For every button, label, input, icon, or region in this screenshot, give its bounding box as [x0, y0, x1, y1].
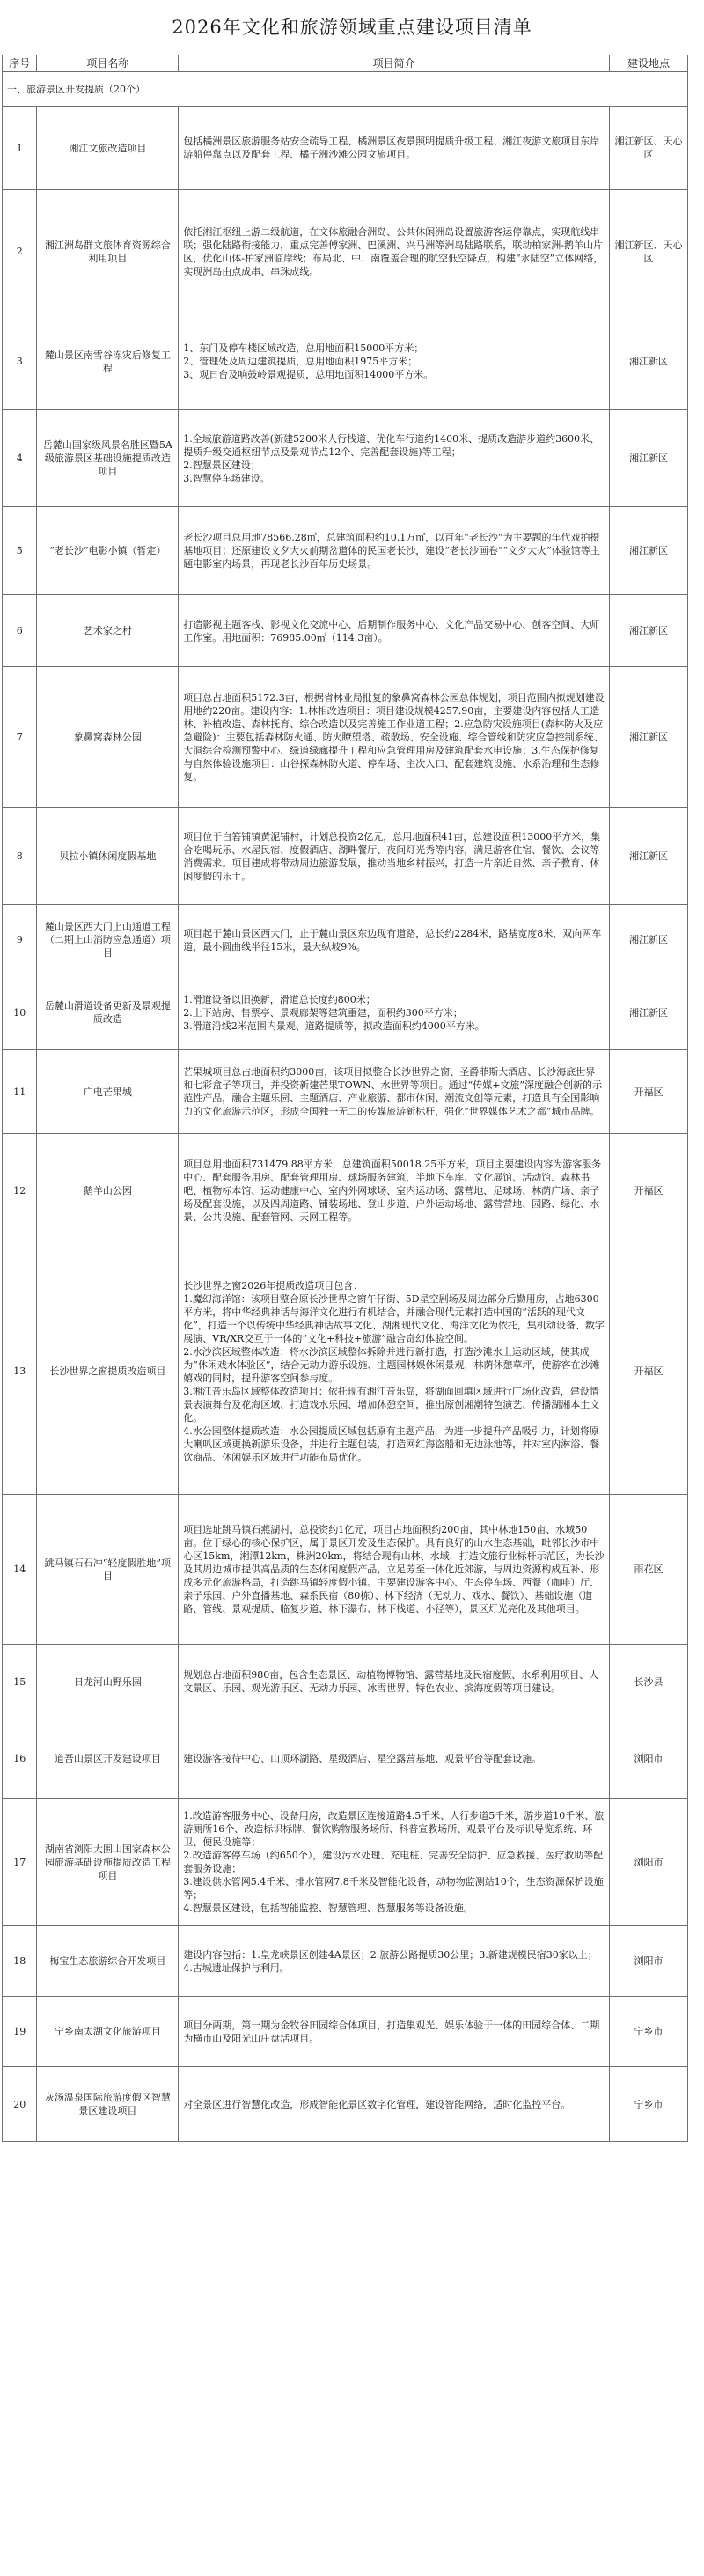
description-line: 3.滑道沿线2米范围内景观、道路提质等，拟改造面积约4000平方米。 — [183, 1019, 485, 1032]
table-row — [3, 1719, 688, 1799]
table-row — [3, 905, 688, 975]
project-name: 艺术家之村 — [37, 595, 179, 667]
project-description — [179, 107, 610, 190]
project-description — [179, 1134, 610, 1248]
project-location: 湘江新区 — [609, 507, 687, 595]
project-description — [179, 595, 610, 667]
project-description — [179, 1997, 610, 2067]
description-line: 芒果城项目总占地面积约3000亩，该项目拟整合长沙世界之窗、圣爵菲斯大酒店、长沙海底世界和七彩盒子等项目，并投资新建芒果TOWN、水世界等项目。通过“传媒+文旅”深度融合创新的示范性产品，融合主题乐园、主题酒店、产业旅游、都市休闲、潮流文创等元素，打造具有全国影响力的文化旅游示范区，形成全国独一无二的传媒旅游新标杆，强化“世界媒体艺术之都”城市品牌。 — [183, 1066, 603, 1117]
description-line: 4.水公园整体提质改造：水公园提质区域包括原有主题产品，为进一步提升产品吸引力，计划将原大喇叭区域更换新游乐设备，并进行主题包装，打造网红海盗船和无边泳池等，并对室内淋浴、餐饮商品、休闲娱乐区域进行功能布局优化。 — [183, 1424, 600, 1463]
project-name: 湘江文旅改造项目 — [37, 107, 179, 190]
description-line: 1.魔幻海洋馆：该项目整合原长沙世界之窗午仔街、5D星空剧场及周边部分后勤用房，占地6300平方米，将中华经典神话与海洋文化进行有机结合，并融合现代元素打造中国的“活跃的现代文化”，打造一个以传统中华经典神话故事文化、湖湘现代文化、海洋文化为依托，集机动设备、数字展演、VR/XR交互于一体的“文化+科技+旅游”融合奇幻体验空间。 — [183, 1292, 605, 1344]
table-row — [3, 190, 688, 313]
project-location: 浏阳市 — [609, 1926, 687, 1997]
table-header-row — [3, 55, 688, 72]
project-description — [179, 507, 610, 595]
row-number: 7 — [3, 667, 37, 808]
project-name: 岳麓山滑道设备更新及景观提质改造 — [37, 975, 179, 1050]
section-row — [3, 72, 688, 107]
document-title: 2026年文化和旅游领域重点建设项目清单 — [172, 17, 532, 38]
row-number: 9 — [3, 905, 37, 975]
row-number: 16 — [3, 1719, 37, 1799]
project-location: 开福区 — [609, 1050, 687, 1134]
project-location: 湘江新区 — [609, 905, 687, 975]
description-line: 3.智慧停车场建设。 — [183, 472, 270, 484]
row-number: 10 — [3, 975, 37, 1050]
description-line: 规划总占地面积980亩，包含生态景区、动植物博物馆、露营基地及民宿度假、水系利用项目、人文景区、乐园、观光游乐区、无动力乐园、冰雪世界、特色农业、滨海度假等项目建设。 — [183, 1669, 599, 1694]
description-line: 依托湘江枢纽上游二级航道，在文体旅融合洲岛、公共休闲洲岛设置旅游客运停靠点，实现航线串联；强化陆路衔接能力，重点完善傅家洲、巴溪洲、兴马洲等洲岛陆路联系，联动柏家洲-鹅羊山片区，优化山体-柏家洲临岸线；布局北、中、南覆盖合理的航空低空降点，构建“水陆空”立体网络，实现洲岛由点成串、串珠成线。 — [183, 225, 604, 277]
project-location: 雨花区 — [609, 1495, 687, 1645]
row-number: 18 — [3, 1926, 37, 1997]
table-row — [3, 1134, 688, 1248]
project-name: 灰汤温泉国际旅游度假区智慧景区建设项目 — [37, 2067, 179, 2142]
description-line: 项目起于麓山景区西大门，止于麓山景区东边现有道路，总长约2284米，路基宽度8米，双向两车道，最小圆曲线半径15米，最大纵坡9%。 — [183, 927, 602, 953]
description-line: 3.湘江音乐岛区域整体改造项目：依托现有湘江音乐岛，将湖面回填区域进行广场化改造，建设情景表演舞台及花海区域、打造戏水乐园、增加休憩空间，推出原创湘潮特色演艺、传播湖湘本土文化。 — [183, 1385, 600, 1424]
table-row — [3, 1050, 688, 1134]
row-number: 1 — [3, 107, 37, 190]
header-no: 序号 — [3, 55, 37, 72]
project-description — [179, 1495, 610, 1645]
project-description — [179, 190, 610, 313]
project-description — [179, 905, 610, 975]
project-description — [179, 2067, 610, 2142]
description-line: 1.全域旅游道路改善(新建5200米人行栈道、优化车行道约1400米、提质改造游步道约3600米、提质升级交通枢纽节点及景观节点12个、完善配套设施)等工程； — [183, 432, 600, 458]
project-location: 湘江新区 — [609, 313, 687, 410]
table-row — [3, 410, 688, 507]
project-name: 宁乡南太湖文化旅游项目 — [37, 1997, 179, 2067]
description-line: 项目总用地面积731479.88平方米，总建筑面积50018.25平方米，项目主要建设内容为游客服务中心、配套服务用房、配套管理用房、球场服务建筑、半地下车库、文化展馆、活动馆、森林书吧、植物标本馆、运动健康中心、室内外网球场、室内运动场、露营地、足球场、林荫广场、亲子场及配套设施，以及四周道路、铺装场地、登山步道、户外运动场地、露营营地、园路、绿化、水景、公共设施、配套管网、天网工程等。 — [183, 1159, 602, 1223]
project-table — [2, 55, 688, 2142]
project-location: 湘江新区、天心区 — [609, 107, 687, 190]
description-line: 项目分两期，第一期为金牧谷田园综合体项目，打造集观光、娱乐体验于一体的田园综合体、二期为横市山及阳光山庄盘活项目。 — [183, 2019, 600, 2044]
table-row — [3, 667, 688, 808]
project-location: 浏阳市 — [609, 1799, 687, 1926]
project-name: “老长沙”电影小镇（暂定） — [37, 507, 179, 595]
description-line: 2、管理处及周边建筑提质，总用地面积1975平方米； — [183, 356, 418, 367]
description-line: 包括橘洲景区旅游服务站安全疏导工程、橘洲景区夜景照明提质升级工程、湘江夜游文旅项目东岸游船停靠点以及配套工程、橘子洲沙滩公园文旅项目。 — [183, 136, 600, 160]
table-row — [3, 507, 688, 595]
project-description — [179, 1645, 610, 1719]
table-row — [3, 1495, 688, 1645]
row-number: 19 — [3, 1997, 37, 2067]
table-row — [3, 1997, 688, 2067]
project-description — [179, 1719, 610, 1799]
project-description — [179, 1799, 610, 1926]
project-location: 开福区 — [609, 1248, 687, 1495]
project-name: 长沙世界之窗提质改造项目 — [37, 1248, 179, 1495]
project-name: 岳麓山国家级风景名胜区暨5A级旅游景区基础设施提质改造项目 — [37, 410, 179, 507]
description-line: 3.建设供水管网5.4千米、排水管网7.8千米及智能化设备，动物物监测站10个，生态资源保护设施等； — [183, 1876, 604, 1901]
project-name: 道吾山景区开发建设项目 — [37, 1719, 179, 1799]
row-number: 15 — [3, 1645, 37, 1719]
project-location: 湘江新区 — [609, 410, 687, 507]
description-line: 1.滑道设备以旧换新，滑道总长度约800米； — [183, 993, 376, 1005]
row-number: 2 — [3, 190, 37, 313]
section-title: 一、旅游景区开发提质（20个） — [3, 72, 688, 107]
row-number: 5 — [3, 507, 37, 595]
table-row — [3, 313, 688, 410]
table-row — [3, 975, 688, 1050]
header-name: 项目名称 — [37, 55, 179, 72]
row-number: 17 — [3, 1799, 37, 1926]
row-number: 6 — [3, 595, 37, 667]
description-line: 老长沙项目总用地78566.28㎡，总建筑面积约10.1万㎡，以百年“老长沙”为主要题的年代戏拍摄基地项目；还原建设文夕大火前期岔道体的民国老长沙，建设“老长沙画卷”“文夕大火”体验馆等主题电影室内场景，再现老长沙百年历史场景。 — [183, 532, 600, 570]
table-row — [3, 1645, 688, 1719]
project-location: 湘江新区 — [609, 808, 687, 905]
description-line: 项目选址跳马镇石燕湖村，总投资约1亿元，项目占地面积约200亩，其中林地150亩、水域50亩。位于绿心的核心保护区，属于景区开发及生态保护。具有良好的山水生态基础，毗邻长沙市中心区15km，湘潭12km，株洲20km，将结合现有山林、水域，打造文旅行业标杆示范区，为长沙及其周边城市提供高品质的生态休闲度假产品，立足芳至一体化近郊游，与周边资源构成互补、形成多元化旅游格局，打造跳马镇轻度假小镇。主要建设游客中心、生态停车场、西餐（咖啡）厅、亲子乐园、户外直播基地、森系民宿（80栋）、林下经济（无动力、戏水、餐饮）、基础设施（道路、管线、景观提质、临复步道、林下瀑布、林下栈道、小径等），景区灯光亮化及其他项目。 — [183, 1524, 605, 1615]
description-line: 项目位于白箬铺镇黄泥铺村，计划总投资2亿元，总用地面积41亩，总建设面积13000平方米，集合吃喝玩乐、水屋民宿、度假酒店、湖畔餐厅、夜间灯光秀等内容，满足游客住宿、餐饮、会议等消费需求。项目建成将带动周边旅游发展，推动当地乡村振兴，打造一片亲近自然、亲子教育、休闲度假的乐土。 — [183, 830, 601, 882]
header-loc: 建设地点 — [609, 55, 687, 72]
project-location: 浏阳市 — [609, 1719, 687, 1799]
project-name: 贝拉小镇休闲度假基地 — [37, 808, 179, 905]
project-name: 跳马镇石石冲“轻度假胜地”项目 — [37, 1495, 179, 1645]
project-location: 长沙县 — [609, 1645, 687, 1719]
project-location: 湘江新区 — [609, 667, 687, 808]
project-location: 湘江新区 — [609, 595, 687, 667]
project-description — [179, 1050, 610, 1134]
table-row — [3, 2067, 688, 2142]
project-location: 宁乡市 — [609, 2067, 687, 2142]
table-row — [3, 1799, 688, 1926]
header-desc: 项目简介 — [179, 55, 610, 72]
description-line: 2.水沙滨区域整体改造：将水沙滨区域整体拆除并进行新打造，打造沙滩水上运动区域，使其成为“休闲戏水体验区”，结合无动力游乐设施、主题园林娱休闲景观，林荫休憩草坪，使游客在沙滩嬉戏的同时，提升游客空间参与度。 — [183, 1345, 600, 1384]
row-number: 4 — [3, 410, 37, 507]
project-description — [179, 808, 610, 905]
project-name: 象鼻窝森林公园 — [37, 667, 179, 808]
description-line: 2.上下站房、售票亭、景观廊架等建筑重建，面积约300平方米； — [183, 1006, 463, 1019]
description-line: 建设内容包括：1.皇龙峡景区创建4A景区；2.旅游公路提质30公里；3.新建规模民宿30家以上；4.古城遗址保护与利用。 — [183, 1948, 598, 1974]
row-number: 13 — [3, 1248, 37, 1495]
description-line: 2.改造游客停车场（约650个），建设污水处理、充电桩、完善安全防护、应急救援、医疗救助等配套服务设施； — [183, 1850, 604, 1874]
project-name: 麓山景区西大门上山通道工程（二期上山消防应急通道）项目 — [37, 905, 179, 975]
row-number: 8 — [3, 808, 37, 905]
description-line: 4.智慧景区建设，包括智能监控、智慧管理、智慧服务等设备设施。 — [183, 1903, 473, 1914]
project-location: 湘江新区、天心区 — [609, 190, 687, 313]
table-row — [3, 107, 688, 190]
row-number: 12 — [3, 1134, 37, 1248]
project-location: 开福区 — [609, 1134, 687, 1248]
row-number: 20 — [3, 2067, 37, 2142]
project-description — [179, 975, 610, 1050]
project-description — [179, 1926, 610, 1997]
project-name: 广电芒果城 — [37, 1050, 179, 1134]
project-location: 湘江新区 — [609, 975, 687, 1050]
project-description — [179, 667, 610, 808]
project-description — [179, 410, 610, 507]
table-row — [3, 595, 688, 667]
table-row — [3, 1926, 688, 1997]
project-description — [179, 313, 610, 410]
table-row — [3, 808, 688, 905]
project-name: 湖南省浏阳大围山国家森林公园旅游基础设施提质改造工程项目 — [37, 1799, 179, 1926]
description-line: 打造影视主题客栈、影视文化交流中心、后期制作服务中心、文化产品交易中心、创客空间、大师工作室。用地面积：76985.00㎡（114.3亩）。 — [183, 618, 600, 644]
row-number: 3 — [3, 313, 37, 410]
table-row — [3, 1248, 688, 1495]
description-line: 1、东门及停车楼区域改造，总用地面积15000平方米； — [183, 342, 424, 354]
project-description — [179, 1248, 610, 1495]
project-name: 鹅羊山公园 — [37, 1134, 179, 1248]
project-name: 麓山景区南雪谷冻灾后修复工程 — [37, 313, 179, 410]
project-name: 梅宝生态旅游综合开发项目 — [37, 1926, 179, 1997]
description-line: 3、观日台及响鼓岭景观提质，总用地面积14000平方米。 — [183, 369, 434, 380]
project-name: 湘江洲岛群文旅体育资源综合利用项目 — [37, 190, 179, 313]
description-line: 对全景区进行智慧化改造，形成智能化景区数字化管理，建设智能网络，适时化监控平台。 — [183, 2098, 571, 2110]
row-number: 14 — [3, 1495, 37, 1645]
description-line: 建设游客接待中心、山顶环湖路、星级酒店、星空露营基地、观景平台等配套设施。 — [183, 1753, 542, 1764]
project-name: 日龙河山野乐园 — [37, 1645, 179, 1719]
description-line: 长沙世界之窗2026年提质改造项目包含： — [183, 1279, 363, 1292]
description-line: 2.智慧景区建设； — [183, 459, 260, 471]
description-line: 项目总占地面积5172.3亩，根据省林业局批复的象鼻窝森林公园总体规划，项目范围内拟规划建设用地约220亩。建设内容：1.林相改造项目：项目建设规模4257.90亩，主要建设内容包括人工造林、补植改造、森林抚育、综合改造以及完善施工作业道工程；2.应急防灾设施项目(森林防火及应急避险)：主要包括森林防火通、防火瞭望塔、疏散场、安全设施、综合管线和防灾应急控制系统、大洞综合检测预警中心、绿道绿廊提升工程和应急管理用房及建筑配套水电设施；3.生态保护修复与自然体验设施项目：山谷探森林防火道、停车场、主次入口、配套建筑设施、水系治理和生态修复。 — [183, 692, 605, 783]
row-number: 11 — [3, 1050, 37, 1134]
project-location: 宁乡市 — [609, 1997, 687, 2067]
description-line: 1.改造游客服务中心、设备用房，改造景区连接道路4.5千米、人行步道5千米，游步道10千米、旅游厕所16个、改造标识标牌、餐饮购物服务场所、科普宣教场所、观景平台及标识导览系统、环卫、便民设施等； — [183, 1810, 605, 1848]
